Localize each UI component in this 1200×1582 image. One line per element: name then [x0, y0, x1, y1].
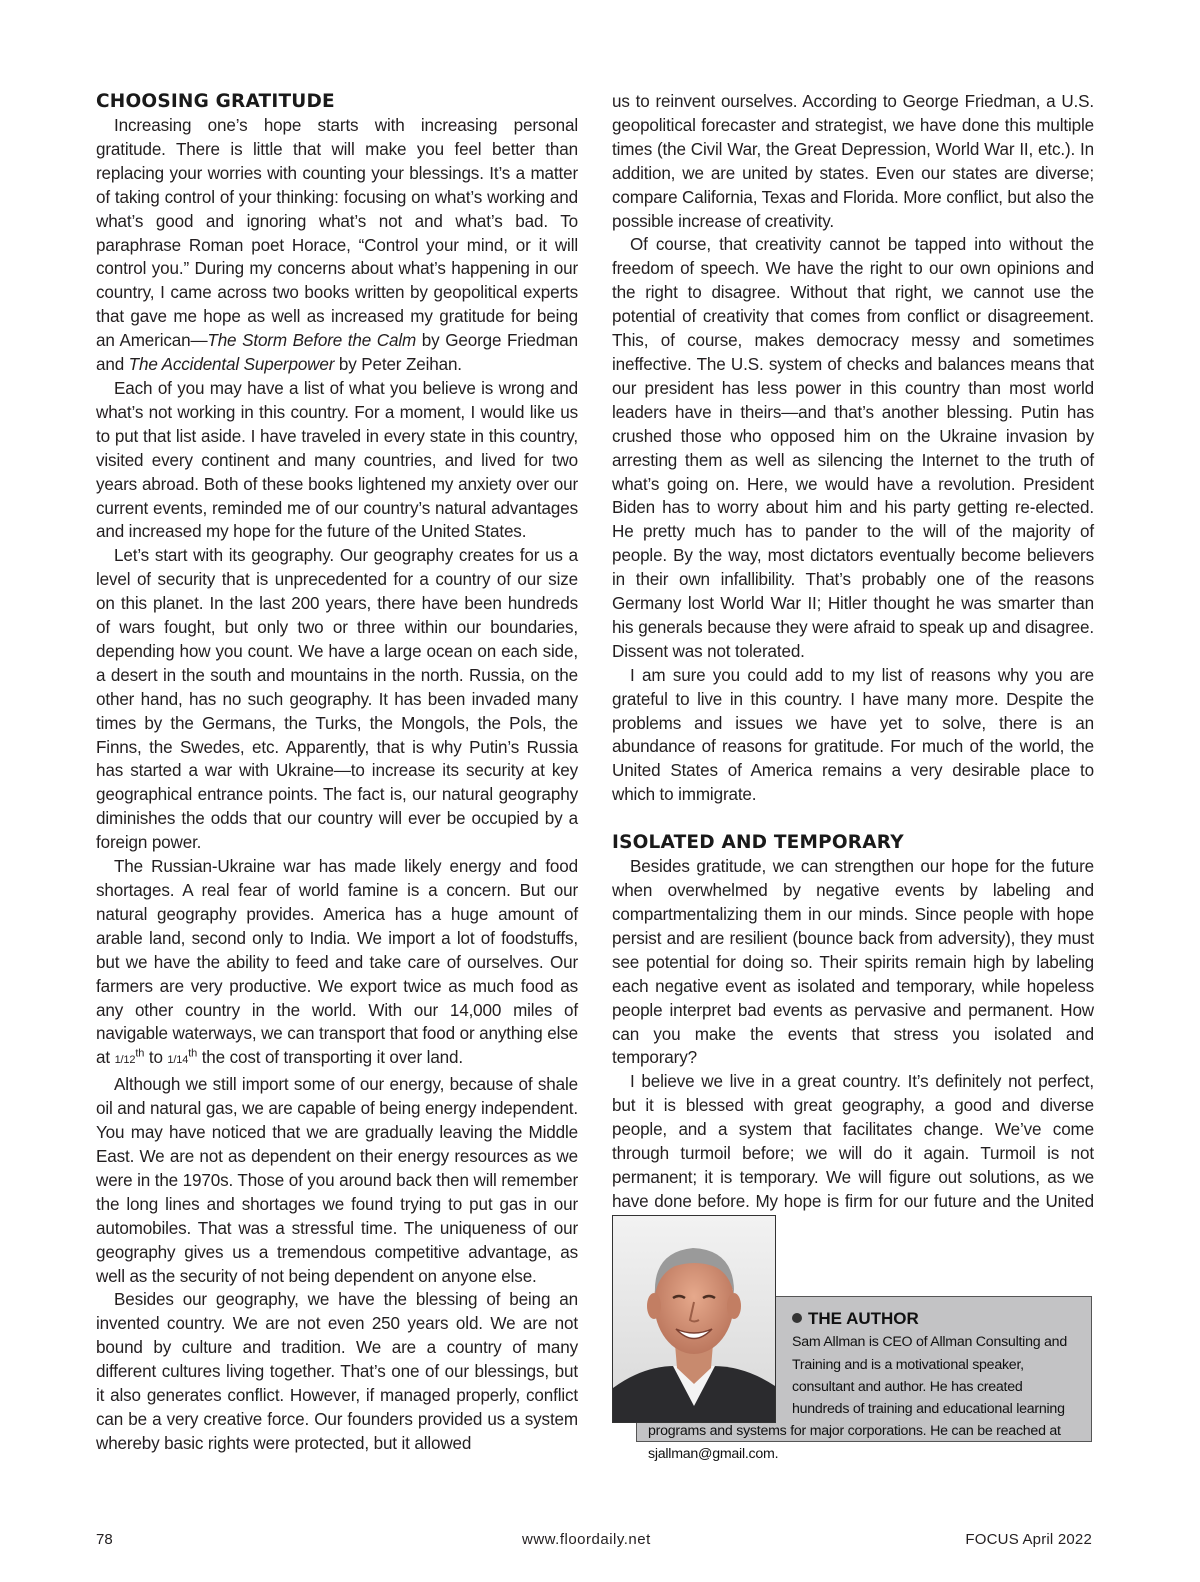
author-heading-text: THE AUTHOR [808, 1309, 919, 1328]
paragraph: us to reinvent ourselves. According to George Friedman, a U.S. geopolitical forecaster and strategist, we have done this multiple times (the Civil War, the Great Depression, World War II, etc.). In addition, we are united by states. Even our states are diverse; compare California, Texas and Florida. More conflict, but also the possible increase of creativity. [612, 92, 1094, 231]
paragraph-text: Increasing one’s hope starts with increasing personal gratitude. There is little that will make you feel better than replacing your worries with counting your blessings. It’s a matter of taking control of your thinking: focusing on what’s working and what’s good and ignoring what’s not and what’s bad. To paraphrase Roman poet Horace, “Control your mind, or it will control you.” During my concerns about what’s happening in our country, I came across two books written by geopolitical experts that gave me hope as well as increased my gratitude for being an American— [96, 116, 578, 351]
ordinal-suffix: th [188, 1047, 198, 1060]
issue-label: FOCUS April 2022 [965, 1531, 1092, 1548]
paragraph: Each of you may have a list of what you believe is wrong and what’s not working in this country. For a moment, I would like us to put that list aside. I have traveled in every state in this country, visited every continent and many countries, and lived for two years abroad. Both of these books lightened my anxiety over our current events, reminded me of our country’s natural advantages and increased my hope for the future of the United States. [96, 378, 578, 542]
paragraph [612, 1070, 1094, 1237]
book-title: The Accidental Superpower [128, 355, 335, 375]
bullet-icon [792, 1313, 802, 1323]
paragraph [96, 855, 578, 1073]
page-number: 78 [96, 1531, 113, 1548]
left-column [96, 90, 578, 1456]
fraction: 1/12 [114, 1054, 136, 1067]
paragraph: Of course, that creativity cannot be tapped into without the freedom of speech. We have the right to our own opinions and the right to disagree. Without that right, we cannot use the potential of creativity that comes from conflict or disagreement. This, of course, makes democracy messy and sometimes ineffective. The U.S. system of checks and balances means that our president has less power in this country than most world leaders have in theirs—and that’s another blessing. Putin has crushed those who opposed him on the Ukraine invasion by arresting them as well as silencing the Internet to the truth of what’s going on. Here, we would have a revolution. President Biden has to worry about him and his party getting re-elected. He pretty much has to pander to the will of the majority of people. By the way, most dictators eventually become believers in their own infallibility. That’s probably one of the reasons Germany lost World War II; Hitler thought he was smarter than his generals because they were afraid to speak up and disagree. Dissent was not tolerated. [612, 235, 1094, 661]
author-bio [648, 1308, 1083, 1465]
paragraph: Although we still import some of our energy, because of shale oil and natural gas, we are capable of being energy independent. You may have noticed that we are gradually leaving the Middle East. We are not as dependent on their energy resources as we were in the 1970s. Those of you around back then will remember the long lines and shortages we found trying to put gas in our automobiles. That was a stressful time. The uniqueness of our geography gives us a tremendous competitive advantage, as well as the security of not being dependent on anyone else. [96, 1075, 578, 1286]
book-title: The Storm Before the Calm [207, 331, 417, 351]
paragraph-text: by Peter Zeihan. [334, 355, 462, 375]
text-wrap-spacer [648, 1308, 792, 1420]
ordinal-suffix: th [135, 1047, 145, 1060]
paragraph-text: by George Friedman and [96, 331, 579, 375]
author-bio-text: Sam Allman is CEO of Allman Consulting and Training and is a motivational speaker, consultant and author. He has created hundreds of training and educational learning programs and systems for major corporations. He can be reached at sjallman@gmail.com. [648, 1334, 1067, 1462]
paragraph: I am sure you could add to my list of reasons why you are grateful to live in this country. I have many more. Despite the problems and issues we have yet to solve, there is an abundance of reasons for gratitude. For much of the world, the United States of America remains a very desirable place to which to immigrate. [612, 665, 1094, 805]
paragraph: Besides gratitude, we can strengthen our hope for the future when overwhelmed by negative events by labeling and compartmentalizing them in our minds. Since people with hope persist and are resilient (bounce back from adversity), they must see potential for doing so. Their spirits remain high by labeling each negative event as isolated and temporary, while hopeless people interpret bad events as pervasive and permanent. How can you make the events that stress you isolated and temporary? [612, 857, 1094, 1068]
paragraph: Let’s start with its geography. Our geography creates for us a level of security that is unprecedented for a country of our size on this planet. In the last 200 years, there have been hundreds of wars fought, but only two or three within our boundaries, depending how you count. We have a large ocean on each side, a desert in the south and mountains in the north. Russia, on the other hand, has no such geography. It has been invaded many times by the Germans, the Turks, the Mongols, the Pols, the Finns, the Swedes, etc. Apparently, that is why Putin’s Russia has started a war with Ukraine—to increase its security at key geographical entrance points. The fact is, our natural geography diminishes the odds that our country will ever be occupied by a foreign power. [96, 546, 578, 853]
section-heading-choosing-gratitude: CHOOSING GRATITUDE [96, 91, 335, 112]
section-heading-isolated-and-temporary: ISOLATED AND TEMPORARY [612, 832, 904, 854]
paragraph-text: to [144, 1048, 168, 1068]
website-link[interactable]: www.floordaily.net [522, 1531, 651, 1548]
fraction: 1/14 [167, 1054, 189, 1067]
paragraph-text: The Russian-Ukraine war has made likely energy and food shortages. A real fear of world famine is a concern. But our natural geography provides. America has a huge amount of arable land, second only to India. We import a lot of foodstuffs, but we have the ability to feed and take care of ourselves. Our farmers are very productive. We export twice as much food as any other country in the world. With our 14,000 miles of navigable waterways, we can transport that food or anything else at [96, 857, 578, 1068]
paragraph [96, 114, 578, 377]
paragraph: Besides our geography, we have the blessing of being an invented country. We are not even 250 years old. We are not bound by culture and tradition. We are a country of many different cultures living together. That’s one of our blessings, but it also generates conflict. However, if managed properly, conflict can be a very creative force. Our founders provided us a system whereby basic rights were protected, but it allowed [96, 1290, 578, 1453]
paragraph-text: I believe we live in a great country. It’s definitely not perfect, but it is blessed with great geography, a good and diverse people, and a system that facilitates change. We’ve come through turmoil before; we will do it again. Turmoil is not permanent; it is temporary. We will figure out solutions, as we have done before. My hope is firm for our future and the United [612, 1072, 1094, 1211]
right-column [612, 90, 1094, 1238]
paragraph-text: the cost of transporting it over land. [197, 1048, 463, 1068]
